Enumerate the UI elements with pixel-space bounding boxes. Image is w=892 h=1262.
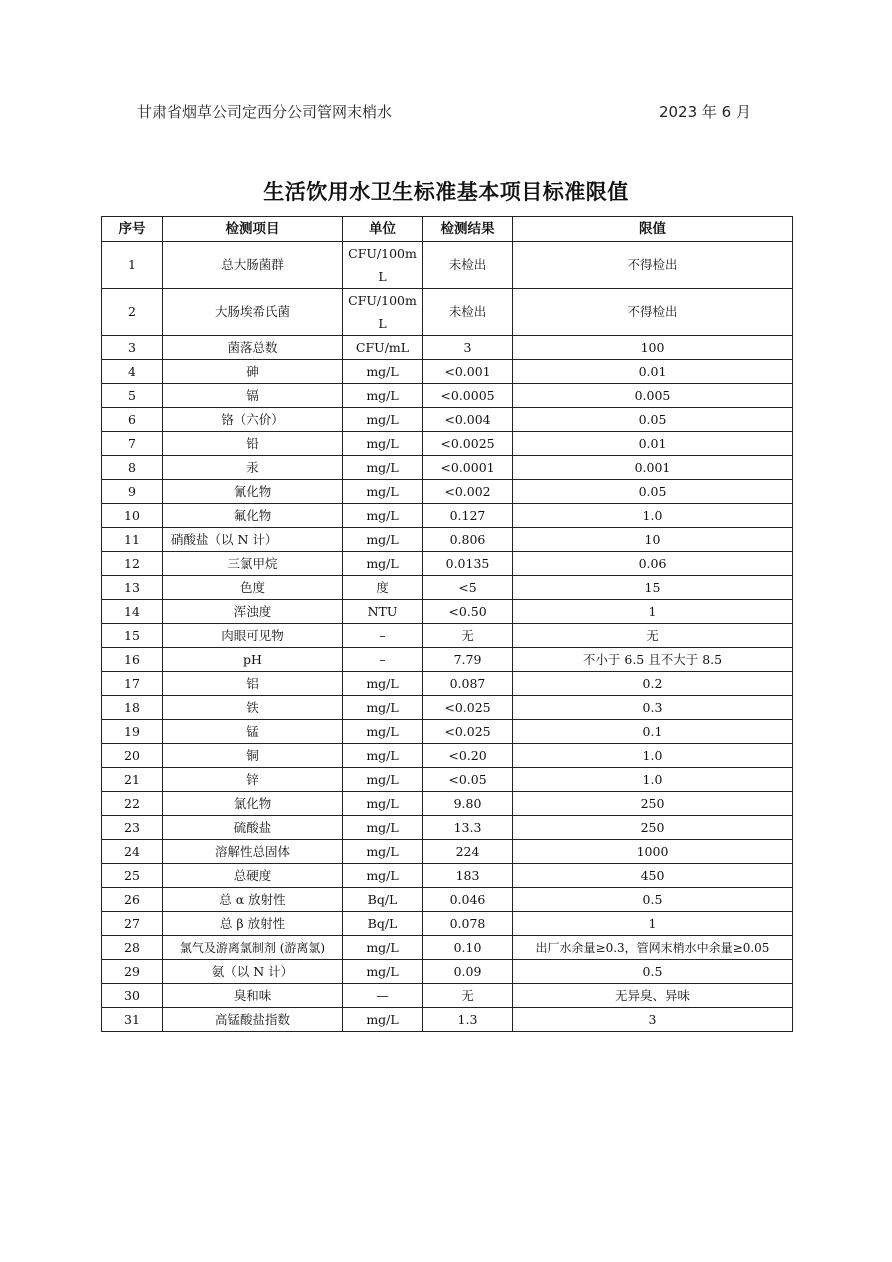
limit-value: 不得检出 [513, 289, 793, 336]
limit-value: 0.5 [513, 888, 793, 912]
test-result: <0.025 [423, 720, 513, 744]
test-item: 锰 [163, 720, 343, 744]
unit: — [343, 984, 423, 1008]
test-result: <0.20 [423, 744, 513, 768]
row-number: 4 [102, 360, 163, 384]
test-result: <5 [423, 576, 513, 600]
test-item: 总 β 放射性 [163, 912, 343, 936]
unit: mg/L [343, 768, 423, 792]
table-row [102, 1008, 793, 1032]
row-number: 19 [102, 720, 163, 744]
test-item: pH [163, 648, 343, 672]
test-item: 氯气及游离氯制剂 (游离氯) [163, 936, 343, 960]
test-result: <0.0001 [423, 456, 513, 480]
limit-value: 无 [513, 624, 793, 648]
test-item: 铁 [163, 696, 343, 720]
table-row [102, 888, 793, 912]
table-row [102, 528, 793, 552]
column-header-no: 序号 [102, 217, 163, 242]
test-item: 镉 [163, 384, 343, 408]
unit: – [343, 624, 423, 648]
unit: mg/L [343, 432, 423, 456]
row-number: 30 [102, 984, 163, 1008]
row-number: 25 [102, 864, 163, 888]
table-row [102, 289, 793, 336]
row-number: 10 [102, 504, 163, 528]
limit-value: 1000 [513, 840, 793, 864]
row-number: 21 [102, 768, 163, 792]
table-row [102, 864, 793, 888]
test-result: 0.087 [423, 672, 513, 696]
unit: CFU/100mL [343, 242, 423, 289]
unit: CFU/100mL [343, 289, 423, 336]
row-number: 14 [102, 600, 163, 624]
row-number: 22 [102, 792, 163, 816]
row-number: 5 [102, 384, 163, 408]
limit-value: 1 [513, 912, 793, 936]
unit: mg/L [343, 384, 423, 408]
test-item: 肉眼可见物 [163, 624, 343, 648]
limit-value: 出厂水余量≥0.3，管网末梢水中余量≥0.05 [513, 936, 793, 960]
unit: mg/L [343, 552, 423, 576]
unit: mg/L [343, 480, 423, 504]
unit: Bq/L [343, 912, 423, 936]
limit-value: 450 [513, 864, 793, 888]
unit: mg/L [343, 816, 423, 840]
header-date: 2023 年 6 月 [658, 103, 751, 121]
test-result: <0.001 [423, 360, 513, 384]
row-number: 1 [102, 242, 163, 289]
table-row [102, 504, 793, 528]
column-header-limit: 限值 [513, 217, 793, 242]
test-item: 锌 [163, 768, 343, 792]
row-number: 9 [102, 480, 163, 504]
row-number: 17 [102, 672, 163, 696]
limit-value: 无异臭、异味 [513, 984, 793, 1008]
unit: CFU/mL [343, 336, 423, 360]
test-result: 未检出 [423, 289, 513, 336]
test-result: 13.3 [423, 816, 513, 840]
row-number: 16 [102, 648, 163, 672]
row-number: 7 [102, 432, 163, 456]
test-item: 菌落总数 [163, 336, 343, 360]
test-item: 氨（以 N 计） [163, 960, 343, 984]
limit-value: 0.01 [513, 360, 793, 384]
table-row [102, 576, 793, 600]
table-row [102, 816, 793, 840]
limit-value: 15 [513, 576, 793, 600]
unit: mg/L [343, 720, 423, 744]
table-row [102, 792, 793, 816]
row-number: 13 [102, 576, 163, 600]
test-result: 0.127 [423, 504, 513, 528]
table-row [102, 936, 793, 960]
test-item: 浑浊度 [163, 600, 343, 624]
table-row [102, 648, 793, 672]
table-row [102, 960, 793, 984]
unit: mg/L [343, 504, 423, 528]
limit-value: 0.05 [513, 408, 793, 432]
unit: 度 [343, 576, 423, 600]
row-number: 15 [102, 624, 163, 648]
test-result: 3 [423, 336, 513, 360]
limit-value: 3 [513, 1008, 793, 1032]
test-item: 铜 [163, 744, 343, 768]
limit-value: 0.5 [513, 960, 793, 984]
row-number: 24 [102, 840, 163, 864]
test-item: 高锰酸盐指数 [163, 1008, 343, 1032]
test-item: 氯化物 [163, 792, 343, 816]
unit: mg/L [343, 456, 423, 480]
test-result: 1.3 [423, 1008, 513, 1032]
limit-value: 10 [513, 528, 793, 552]
limit-value: 1.0 [513, 744, 793, 768]
test-item: 汞 [163, 456, 343, 480]
test-result: 183 [423, 864, 513, 888]
limit-value: 0.005 [513, 384, 793, 408]
table-header-row [102, 217, 793, 242]
table-row [102, 768, 793, 792]
table-body [102, 242, 793, 1032]
row-number: 18 [102, 696, 163, 720]
test-result: 7.79 [423, 648, 513, 672]
test-item: 硝酸盐（以 N 计） [163, 528, 343, 552]
test-result: <0.025 [423, 696, 513, 720]
test-result: <0.0025 [423, 432, 513, 456]
test-result: 未检出 [423, 242, 513, 289]
test-result: 9.80 [423, 792, 513, 816]
limit-value: 0.3 [513, 696, 793, 720]
test-item: 氰化物 [163, 480, 343, 504]
row-number: 27 [102, 912, 163, 936]
test-item: 色度 [163, 576, 343, 600]
table-row [102, 624, 793, 648]
unit: mg/L [343, 792, 423, 816]
row-number: 12 [102, 552, 163, 576]
row-number: 31 [102, 1008, 163, 1032]
table-row [102, 384, 793, 408]
test-result: <0.004 [423, 408, 513, 432]
unit: mg/L [343, 360, 423, 384]
limit-value: 1 [513, 600, 793, 624]
unit: mg/L [343, 864, 423, 888]
limit-value: 0.2 [513, 672, 793, 696]
test-item: 总大肠菌群 [163, 242, 343, 289]
unit: mg/L [343, 744, 423, 768]
limit-value: 不得检出 [513, 242, 793, 289]
table-row [102, 672, 793, 696]
test-result: <0.002 [423, 480, 513, 504]
table-row [102, 432, 793, 456]
limit-value: 250 [513, 792, 793, 816]
table-row [102, 600, 793, 624]
test-item: 总硬度 [163, 864, 343, 888]
test-result: 0.10 [423, 936, 513, 960]
document-title: 生活饮用水卫生标准基本项目标准限值 [263, 180, 629, 204]
test-item: 砷 [163, 360, 343, 384]
test-result: <0.50 [423, 600, 513, 624]
header-organization: 甘肃省烟草公司定西分公司管网末梢水 [137, 103, 393, 121]
table-row [102, 336, 793, 360]
table-row [102, 242, 793, 289]
test-result: 0.806 [423, 528, 513, 552]
table-row [102, 360, 793, 384]
test-item: 氟化物 [163, 504, 343, 528]
unit: mg/L [343, 408, 423, 432]
table-row [102, 456, 793, 480]
table-row [102, 480, 793, 504]
row-number: 3 [102, 336, 163, 360]
unit: NTU [343, 600, 423, 624]
test-result: 224 [423, 840, 513, 864]
column-header-result: 检测结果 [423, 217, 513, 242]
limit-value: 1.0 [513, 768, 793, 792]
unit: mg/L [343, 936, 423, 960]
row-number: 2 [102, 289, 163, 336]
unit: – [343, 648, 423, 672]
test-result: <0.0005 [423, 384, 513, 408]
test-item: 硫酸盐 [163, 816, 343, 840]
unit: mg/L [343, 528, 423, 552]
unit: Bq/L [343, 888, 423, 912]
test-item: 铝 [163, 672, 343, 696]
unit: mg/L [343, 1008, 423, 1032]
table-row [102, 984, 793, 1008]
table-row [102, 552, 793, 576]
unit: mg/L [343, 840, 423, 864]
test-item: 铬（六价） [163, 408, 343, 432]
limit-value: 100 [513, 336, 793, 360]
test-result: 无 [423, 624, 513, 648]
limit-value: 1.0 [513, 504, 793, 528]
row-number: 8 [102, 456, 163, 480]
table-row [102, 720, 793, 744]
test-item: 溶解性总固体 [163, 840, 343, 864]
row-number: 26 [102, 888, 163, 912]
test-result: 0.0135 [423, 552, 513, 576]
unit: mg/L [343, 960, 423, 984]
row-number: 6 [102, 408, 163, 432]
test-result: 0.09 [423, 960, 513, 984]
column-header-item: 检测项目 [163, 217, 343, 242]
table-row [102, 696, 793, 720]
test-result: <0.05 [423, 768, 513, 792]
table-row [102, 912, 793, 936]
table-row [102, 840, 793, 864]
test-item: 总 α 放射性 [163, 888, 343, 912]
row-number: 11 [102, 528, 163, 552]
test-item: 三氯甲烷 [163, 552, 343, 576]
limit-value: 0.06 [513, 552, 793, 576]
limit-value: 0.001 [513, 456, 793, 480]
water-standard-table [101, 216, 793, 1032]
test-result: 0.078 [423, 912, 513, 936]
test-result: 0.046 [423, 888, 513, 912]
row-number: 20 [102, 744, 163, 768]
row-number: 29 [102, 960, 163, 984]
row-number: 28 [102, 936, 163, 960]
unit: mg/L [343, 672, 423, 696]
table-row [102, 744, 793, 768]
limit-value: 0.05 [513, 480, 793, 504]
test-item: 铅 [163, 432, 343, 456]
column-header-unit: 单位 [343, 217, 423, 242]
limit-value: 250 [513, 816, 793, 840]
test-result: 无 [423, 984, 513, 1008]
limit-value: 不小于 6.5 且不大于 8.5 [513, 648, 793, 672]
table-row [102, 408, 793, 432]
test-item: 臭和味 [163, 984, 343, 1008]
row-number: 23 [102, 816, 163, 840]
test-item: 大肠埃希氏菌 [163, 289, 343, 336]
unit: mg/L [343, 696, 423, 720]
limit-value: 0.1 [513, 720, 793, 744]
limit-value: 0.01 [513, 432, 793, 456]
